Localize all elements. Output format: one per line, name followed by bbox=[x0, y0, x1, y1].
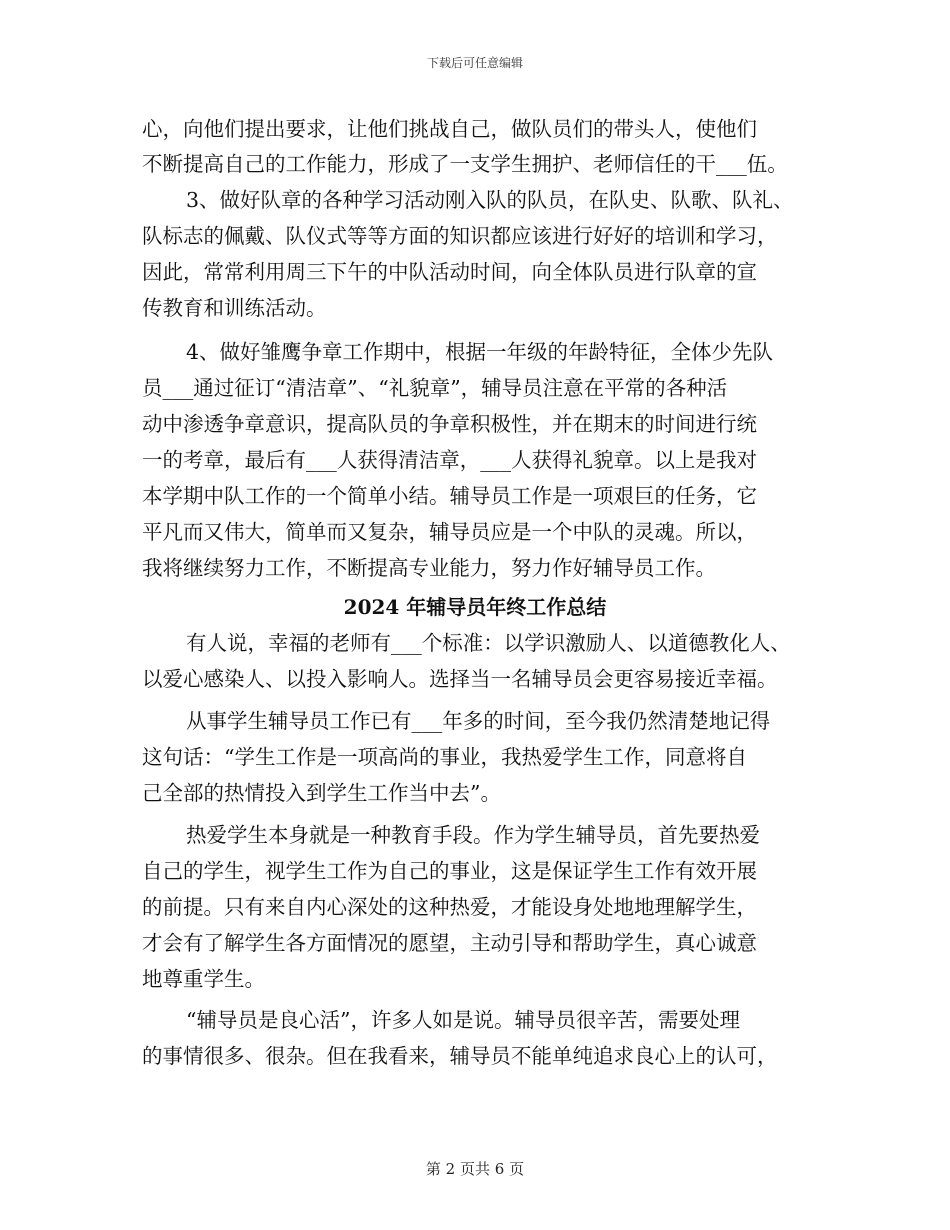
text-line: 热爱学生本身就是一种教育手段。作为学生辅导员，首先要热爱 bbox=[186, 823, 760, 847]
text-line: 本学期中队工作的一个简单小结。辅导员工作是一项艰巨的任务，它 bbox=[142, 484, 757, 508]
text-line: 员___通过征订“清洁章”、“礼貌章”，辅导员注意在平常的各种活 bbox=[142, 376, 728, 400]
text-line: 3、做好队章的各种学习活动刚入队的队员，在队史、队歌、队礼、 bbox=[186, 188, 794, 212]
text-line: 队标志的佩戴、队仪式等等方面的知识都应该进行好好的培训和学习， bbox=[142, 224, 778, 248]
page-footer: 第 2 页共 6 页 bbox=[425, 1160, 525, 1178]
text-line: 的前提。只有来自内心深处的这种热爱，才能设身处地地理解学生， bbox=[142, 895, 757, 919]
text-line: 地尊重学生。 bbox=[142, 967, 265, 991]
text-line: 这句话：“学生工作是一项高尚的事业，我热爱学生工作，同意将自 bbox=[142, 745, 747, 769]
text-line: 不断提高自己的工作能力，形成了一支学生拥护、老师信任的干___伍。 bbox=[142, 152, 788, 176]
text-line: 有人说，幸福的老师有___个标准：以学识激励人、以道德教化人、 bbox=[186, 631, 791, 655]
text-line: 一的考章，最后有___人获得清洁章，___人获得礼貌章。以上是我对 bbox=[142, 448, 757, 472]
text-line: 才会有了解学生各方面情况的愿望，主动引导和帮助学生，真心诚意 bbox=[142, 931, 757, 955]
page-header: 下载后可任意编辑 bbox=[426, 56, 523, 70]
text-line: “辅导员是良心活”，许多人如是说。辅导员很辛苦，需要处理 bbox=[186, 1008, 740, 1032]
text-line: 从事学生辅导员工作已有___年多的时间，至今我仍然清楚地记得 bbox=[186, 709, 771, 733]
text-line: 传教育和训练活动。 bbox=[142, 296, 327, 320]
text-line: 己全部的热情投入到学生工作当中去”。 bbox=[142, 781, 501, 805]
text-line: 自己的学生，视学生工作为自己的事业，这是保证学生工作有效开展 bbox=[142, 859, 757, 883]
text-line: 我将继续努力工作，不断提高专业能力，努力作好辅导员工作。 bbox=[142, 556, 716, 580]
text-line: 平凡而又伟大，简单而又复杂，辅导员应是一个中队的灵魂。所以， bbox=[142, 520, 757, 544]
text-line: 因此，常常利用周三下午的中队活动时间，向全体队员进行队章的宣 bbox=[142, 260, 757, 284]
text-line: 的事情很多、很杂。但在我看来，辅导员不能单纯追求良心上的认可， bbox=[142, 1044, 778, 1068]
text-line: 动中渗透争章意识，提高队员的争章积极性，并在期末的时间进行统 bbox=[142, 412, 757, 436]
text-line: 以爱心感染人、以投入影响人。选择当一名辅导员会更容易接近幸福。 bbox=[142, 667, 778, 691]
section-title: 2024 年辅导员年终工作总结 bbox=[343, 595, 607, 619]
text-line: 4、做好雏鹰争章工作期中，根据一年级的年龄特征，全体少先队 bbox=[186, 340, 774, 364]
text-line: 心，向他们提出要求，让他们挑战自己，做队员们的带头人，使他们 bbox=[142, 117, 757, 141]
